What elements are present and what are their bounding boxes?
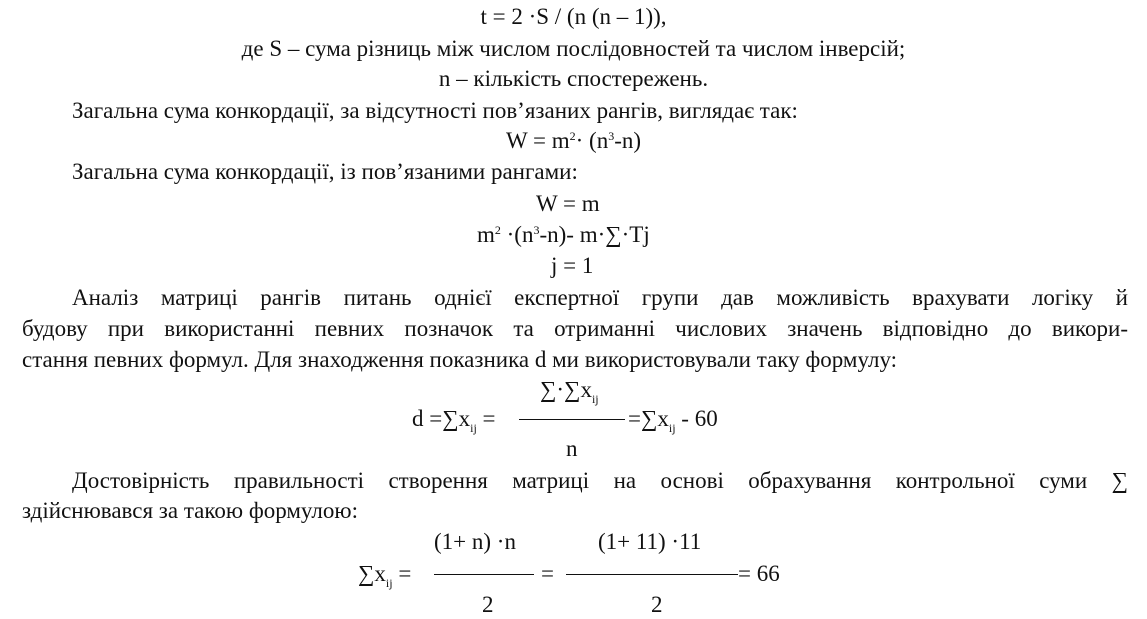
sum-result: = 66 (738, 561, 780, 586)
analysis-line-3: стання певних формул. Для знаходження показника d ми використовували таку формулу: (22, 347, 898, 372)
d-rhs: $=\sum x_{ij} - 60$ (628, 406, 718, 435)
sum-fraction-bar-1 (434, 574, 534, 575)
analysis-line-1: Аналіз матриці рангів питань однієї експертної групи дав можливість врахувати логіку й (72, 285, 1128, 310)
t-formula: t = 2 ·S / (n (n – 1)), (480, 4, 667, 29)
d-fraction-bar (519, 419, 625, 420)
w-ties-text: Загальна сума конкордації, із пов’язаними рангами: (72, 159, 578, 184)
n-definition: n – кількість спостережень. (438, 66, 709, 91)
reliability-line-2: здійснювався за такою формулою: (22, 498, 358, 523)
sum-denominator-1: 2 (482, 592, 494, 617)
sum-eq2: = (541, 561, 554, 586)
sum-numerator-1: (1+ n) ·n (434, 529, 516, 554)
w-ties-line2: $m^2 \cdot(n^3-n)-$ m·∑·Tj (477, 222, 650, 247)
sum-denominator-2: 2 (651, 592, 663, 617)
sum-fraction-bar-2 (566, 574, 738, 575)
sum-lhs: $\sum x_{ij}$ = (358, 561, 412, 590)
w-ties-line3: j = 1 (551, 253, 594, 278)
d-denominator: n (566, 436, 578, 461)
w-no-ties-formula: $W = m^2\cdot (n^3-n)$ (505, 128, 642, 153)
w-ties-line1: W = m (536, 191, 600, 216)
d-numerator: $\sum\cdot\sum x_{ij}$ (540, 377, 599, 406)
analysis-line-2: будову при використанні певних позначок та отриманні числових значень відповідно до викори- (22, 316, 1128, 341)
d-lhs: $d =\sum x_{ij}$ = (412, 406, 496, 435)
reliability-line-1: Достовірність правильності створення матриці на основі обрахування контрольної суми ∑ (72, 468, 1128, 493)
s-definition: де S – сума різниць між числом послідовностей та числом інверсій; (241, 36, 906, 61)
sum-numerator-2: (1+ 11) ·11 (598, 529, 702, 554)
w-no-ties-text: Загальна сума конкордації, за відсутності пов’язаних рангів, виглядає так: (72, 98, 798, 123)
